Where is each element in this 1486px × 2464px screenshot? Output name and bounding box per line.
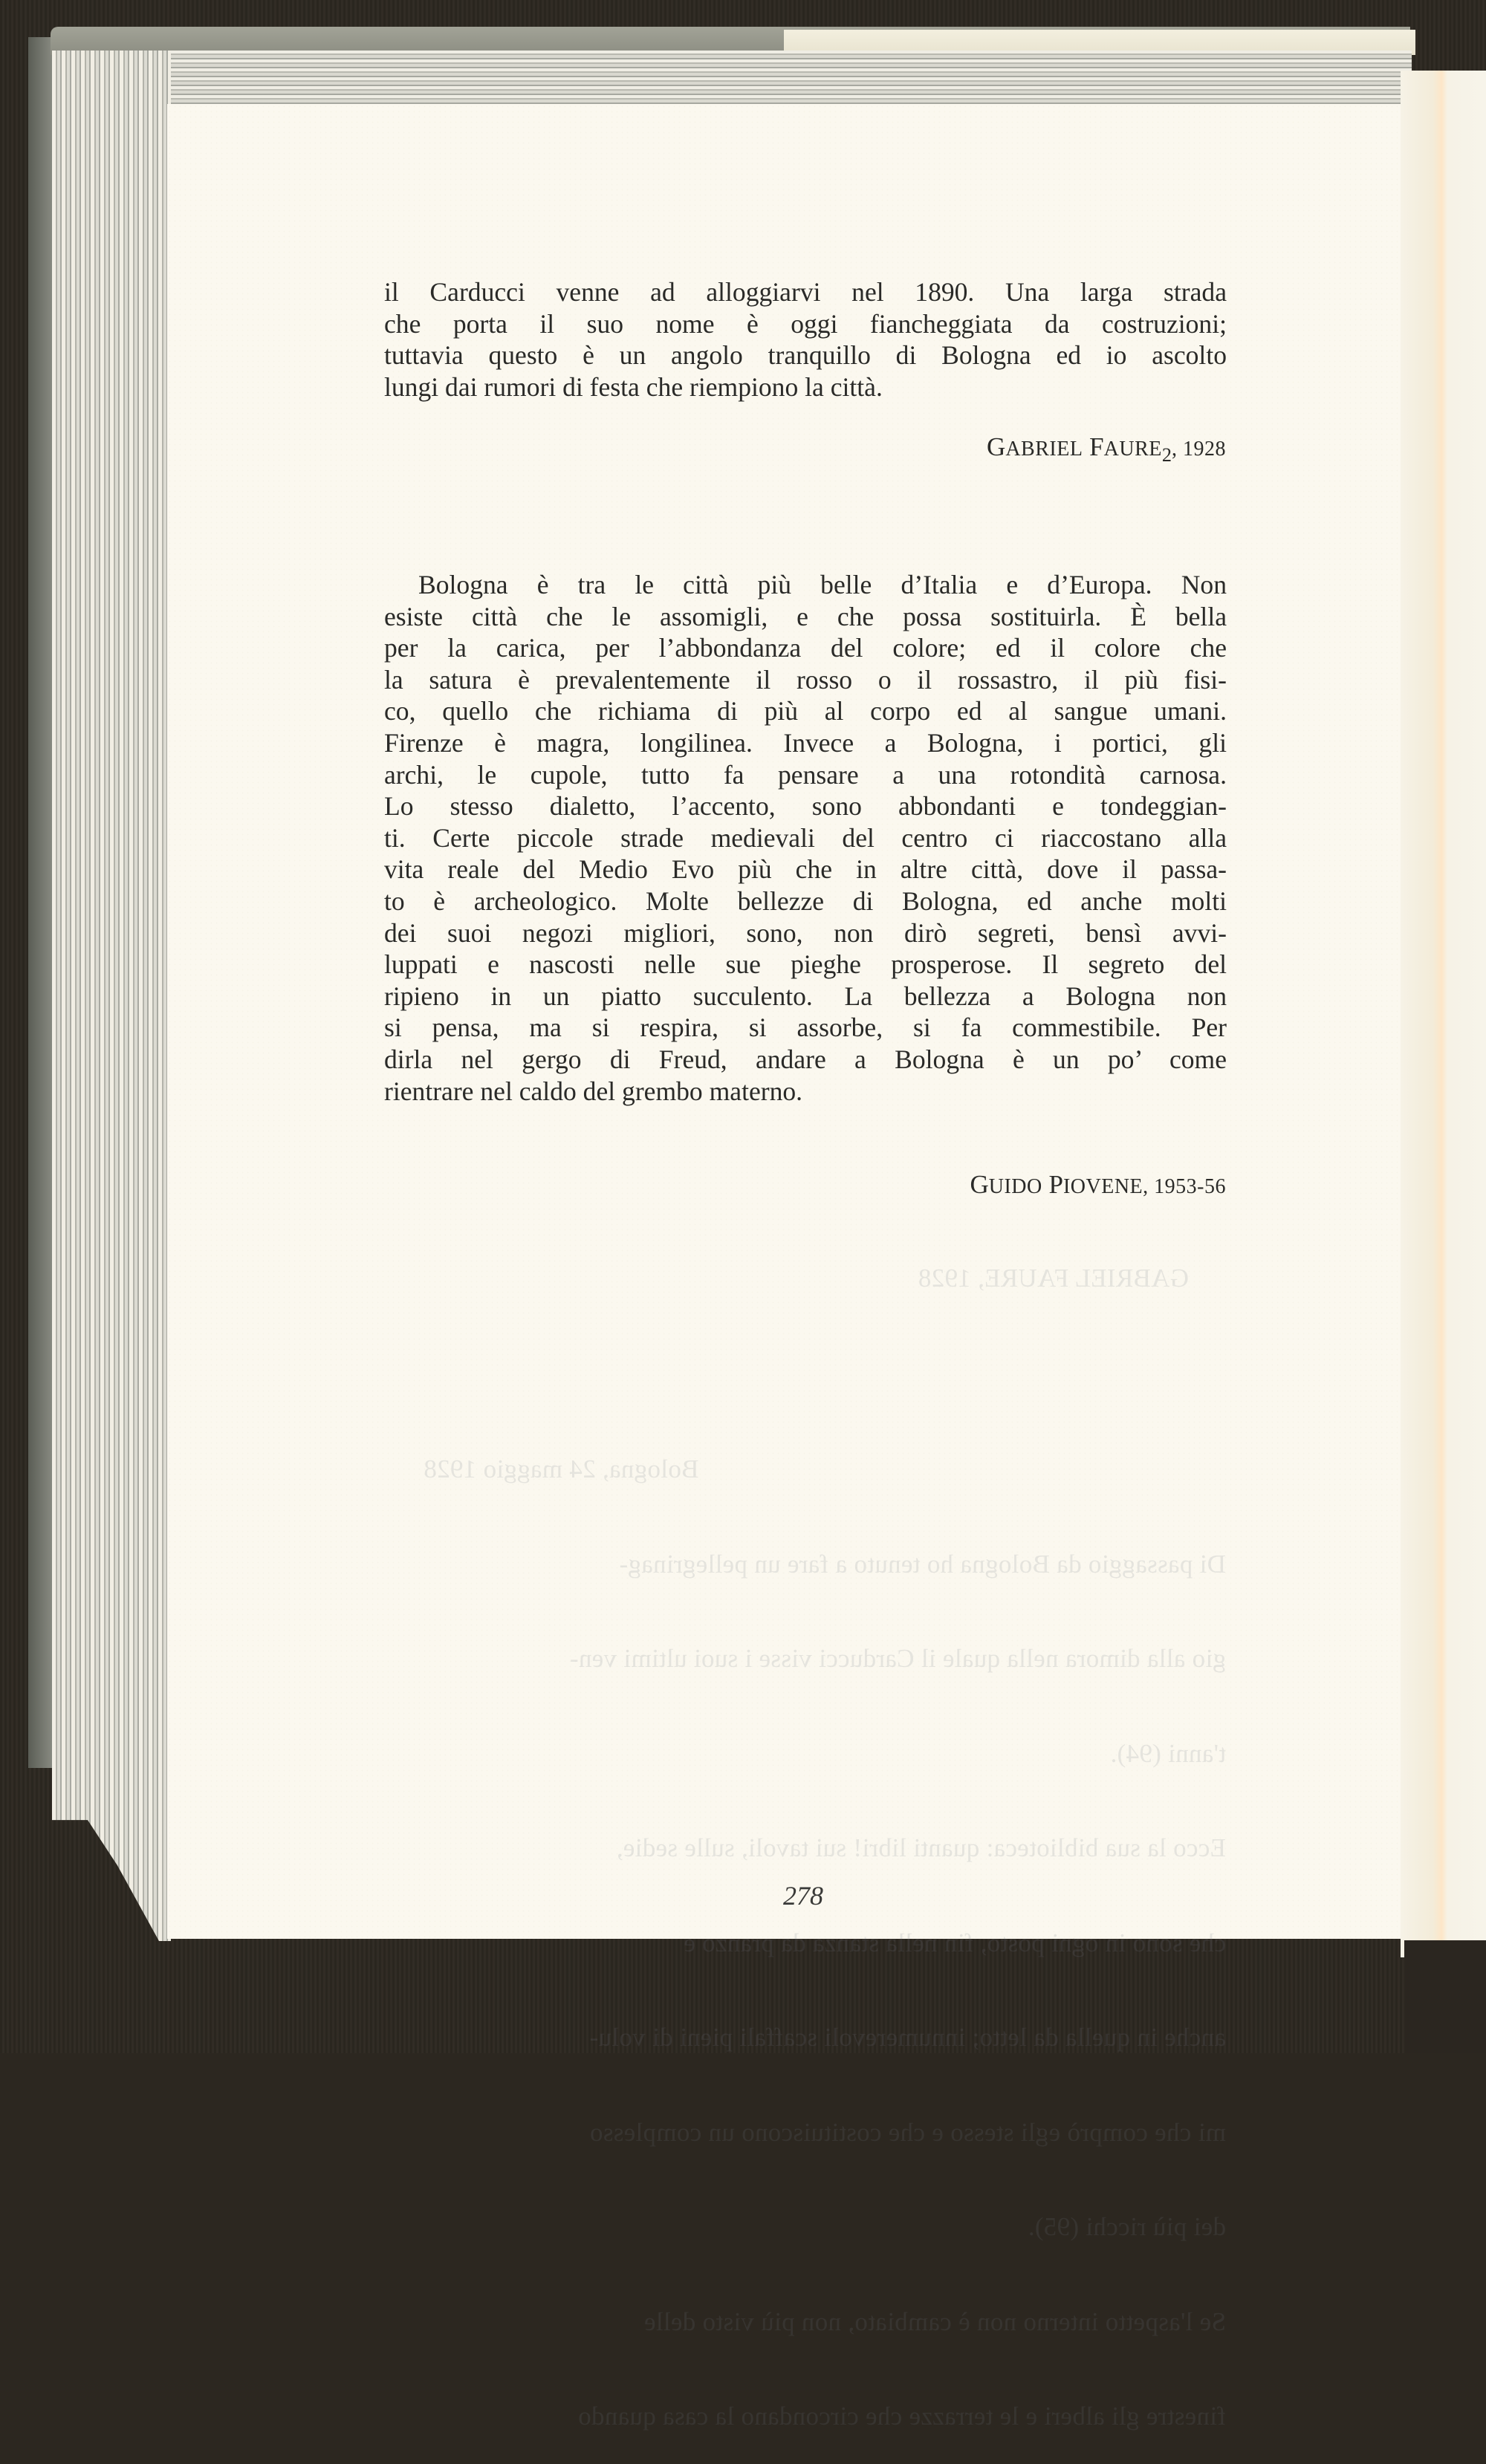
text-line: la satura è prevalentemente il rosso o il rossastro, il più fisi- [384, 664, 1227, 695]
text-line: Firenze è magra, longilinea. Invece a Bologna, i portici, gli [384, 727, 1227, 758]
page-number: 278 [783, 1881, 823, 1911]
gutter-shadow [1404, 1940, 1486, 2053]
text-line: co, quello che richiama di più al corpo ed al sangue umani. [384, 696, 1227, 726]
attribution-piovene: GUIDO PIOVENE, 1953-56 [970, 1170, 1226, 1199]
text-line: esiste città che le assomigli, e che possa sostituirla. È bella [384, 601, 1227, 631]
text-line: dei suoi negozi migliori, sono, non dirò segreti, bensì avvi- [384, 917, 1227, 948]
text-line: si pensa, ma si respira, si assorbe, si fa commestibile. Per [384, 1012, 1227, 1043]
book-gutter [1401, 71, 1486, 1957]
passage-piovene [384, 569, 1227, 1107]
text-line: tuttavia questo è un angolo tranquillo di Bologna ed io ascolto [384, 340, 1227, 371]
text-line: vita reale del Medio Evo più che in altre città, dove il passa- [384, 854, 1227, 885]
text-line: lungi dai rumori di festa che riempiono la città. [384, 371, 883, 402]
book-cover-edge [28, 37, 55, 1768]
bleed-through-text: Bologna, 24 maggio 1928 Di passaggio da Bologna ho tenuto a fare un pellegrinag- gio alla dimora nella quale il Carducci visse i suoi ultimi ven- t'anni (94). Ecco la sua biblioteca: quanti libri! sui tavoli, sulle sedie, che sono in ogni posto, fin nella stanza da pranzo e anche in quella da letto; innumerevoli scaffali pieni di volu- mi che comprò egli stesso e che costituiscono un complesso dei più ricchi (95). Se l'aspetto interno non è cambiato, non più visto delle finestre gli alberi e le terrazze che circondano la casa quando [424, 1454, 1226, 2431]
bleed-through-signature: GABRIEL FAURE, 1928 [918, 1264, 1189, 1293]
text-line: ti. Certe piccole strade medievali del centro ci riaccostano alla [384, 822, 1227, 853]
text-line: rientrare nel caldo del grembo materno. [384, 1076, 803, 1106]
text-line: luppati e nascosti nelle sue pieghe prosperose. Il segreto del [384, 949, 1227, 980]
text-line: to è archeologico. Molte bellezze di Bologna, ed anche molti [384, 885, 1227, 916]
text-line: archi, le cupole, tutto fa pensare a una rotondità carnosa. [384, 759, 1227, 790]
text-line: per la carica, per l’abbondanza del colore; ed il colore che [384, 633, 1227, 663]
text-line: dirla nel gergo di Freud, andare a Bologna è un po’ come [384, 1044, 1227, 1074]
text-line: ripieno in un piatto succulento. La bellezza a Bologna non [384, 981, 1227, 1011]
passage-faure [384, 276, 1227, 403]
text-line: che porta il suo nome è oggi fiancheggiata da costruzioni; [384, 308, 1227, 339]
page-stack-fore-edge [52, 51, 171, 1941]
text-line: il Carducci venne ad alloggiarvi nel 1890. Una larga strada [384, 277, 1227, 307]
text-line: Lo stesso dialetto, l’accento, sono abbondanti e tondeggian- [384, 791, 1227, 822]
attribution-faure: GABRIEL $FAURE_2$, 1928 [987, 432, 1226, 466]
text-line: Bologna è tra le città più belle d’Italia e d’Europa. Non [418, 570, 1227, 599]
